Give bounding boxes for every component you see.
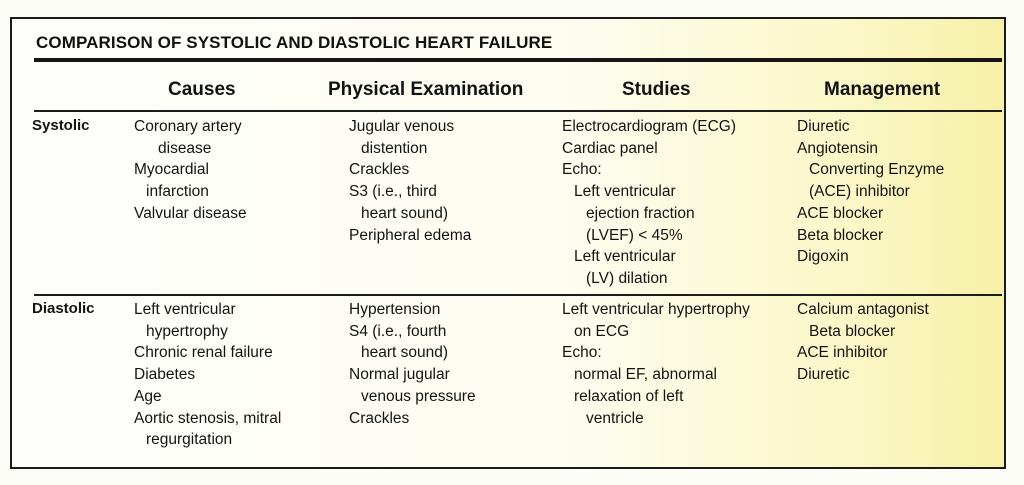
cell-line: Beta blocker	[797, 226, 884, 244]
cell-line: Crackles	[349, 409, 410, 427]
table-title: COMPARISON OF SYSTOLIC AND DIASTOLIC HEART FAILURE	[36, 33, 553, 52]
column-header-physical-examination: Physical Examination	[328, 79, 524, 100]
cell-line: ventricle	[586, 409, 644, 427]
cell-line: hypertrophy	[146, 322, 228, 340]
cell-line: Left ventricular hypertrophy	[562, 301, 750, 318]
systolic-exam-cell	[349, 116, 471, 246]
table-frame	[10, 17, 1006, 469]
cell-line: heart sound)	[361, 204, 449, 222]
title-rule	[34, 58, 1002, 62]
cell-line: Electrocardiogram (ECG)	[562, 118, 736, 135]
cell-line: Left ventricular	[574, 183, 676, 201]
cell-line: heart sound)	[361, 344, 449, 362]
cell-line: Crackles	[349, 161, 410, 179]
cell-line: S4 (i.e., fourth	[349, 322, 447, 340]
cell-line: relaxation of left	[574, 387, 684, 405]
cell-line: Age	[134, 387, 162, 405]
cell-line: (ACE) inhibitor	[809, 183, 910, 201]
cell-line: Echo:	[562, 161, 602, 179]
cell-line: Digoxin	[797, 248, 849, 266]
cell-line: Diuretic	[797, 366, 850, 384]
diastolic-studies-cell	[562, 299, 750, 429]
cell-line: (LV) dilation	[586, 269, 668, 287]
cell-line: Chronic renal failure	[134, 344, 273, 362]
cell-line: on ECG	[574, 322, 630, 340]
cell-line: Left ventricular	[574, 248, 676, 266]
cell-line: S3 (i.e., third	[349, 183, 437, 201]
row-label-diastolic: Diastolic	[32, 300, 95, 317]
cell-line: venous pressure	[361, 387, 476, 405]
cell-line: Converting Enzyme	[809, 161, 945, 179]
diastolic-causes-cell	[134, 299, 281, 451]
systolic-management-cell	[797, 116, 944, 268]
cell-line: regurgitation	[146, 431, 233, 449]
cell-line: Calcium antagonist	[797, 301, 929, 318]
systolic-studies-cell	[562, 116, 736, 290]
header-rule	[34, 110, 1002, 112]
column-header-management: Management	[824, 79, 941, 100]
cell-line: infarction	[146, 183, 209, 201]
cell-line: disease	[158, 139, 212, 157]
cell-line: ACE inhibitor	[797, 344, 888, 362]
cell-line: Beta blocker	[809, 322, 896, 340]
cell-line: ACE blocker	[797, 204, 884, 222]
systolic-causes-cell	[134, 116, 247, 225]
cell-line: Valvular disease	[134, 204, 247, 222]
cell-line: Cardiac panel	[562, 139, 658, 157]
diastolic-exam-cell	[349, 299, 476, 429]
cell-line: distention	[361, 139, 428, 157]
diastolic-management-cell	[797, 299, 929, 386]
cell-line: Jugular venous	[349, 118, 455, 135]
cell-line: normal EF, abnormal	[574, 366, 718, 384]
cell-line: Diabetes	[134, 366, 196, 384]
cell-line: Aortic stenosis, mitral	[134, 409, 282, 427]
column-header-causes: Causes	[168, 79, 236, 100]
row-label-systolic: Systolic	[32, 117, 90, 134]
cell-line: Peripheral edema	[349, 226, 472, 244]
cell-line: Myocardial	[134, 161, 209, 179]
cell-line: ejection fraction	[586, 204, 695, 222]
cell-line: Left ventricular	[134, 301, 236, 318]
cell-line: Echo:	[562, 344, 602, 362]
cell-line: Normal jugular	[349, 366, 450, 384]
cell-line: Coronary artery	[134, 118, 242, 135]
cell-line: Angiotensin	[797, 139, 879, 157]
column-header-studies: Studies	[622, 79, 691, 100]
cell-line: Diuretic	[797, 118, 850, 135]
cell-line: (LVEF) < 45%	[586, 226, 683, 244]
cell-line: Hypertension	[349, 301, 441, 318]
row-divider	[34, 294, 1002, 296]
